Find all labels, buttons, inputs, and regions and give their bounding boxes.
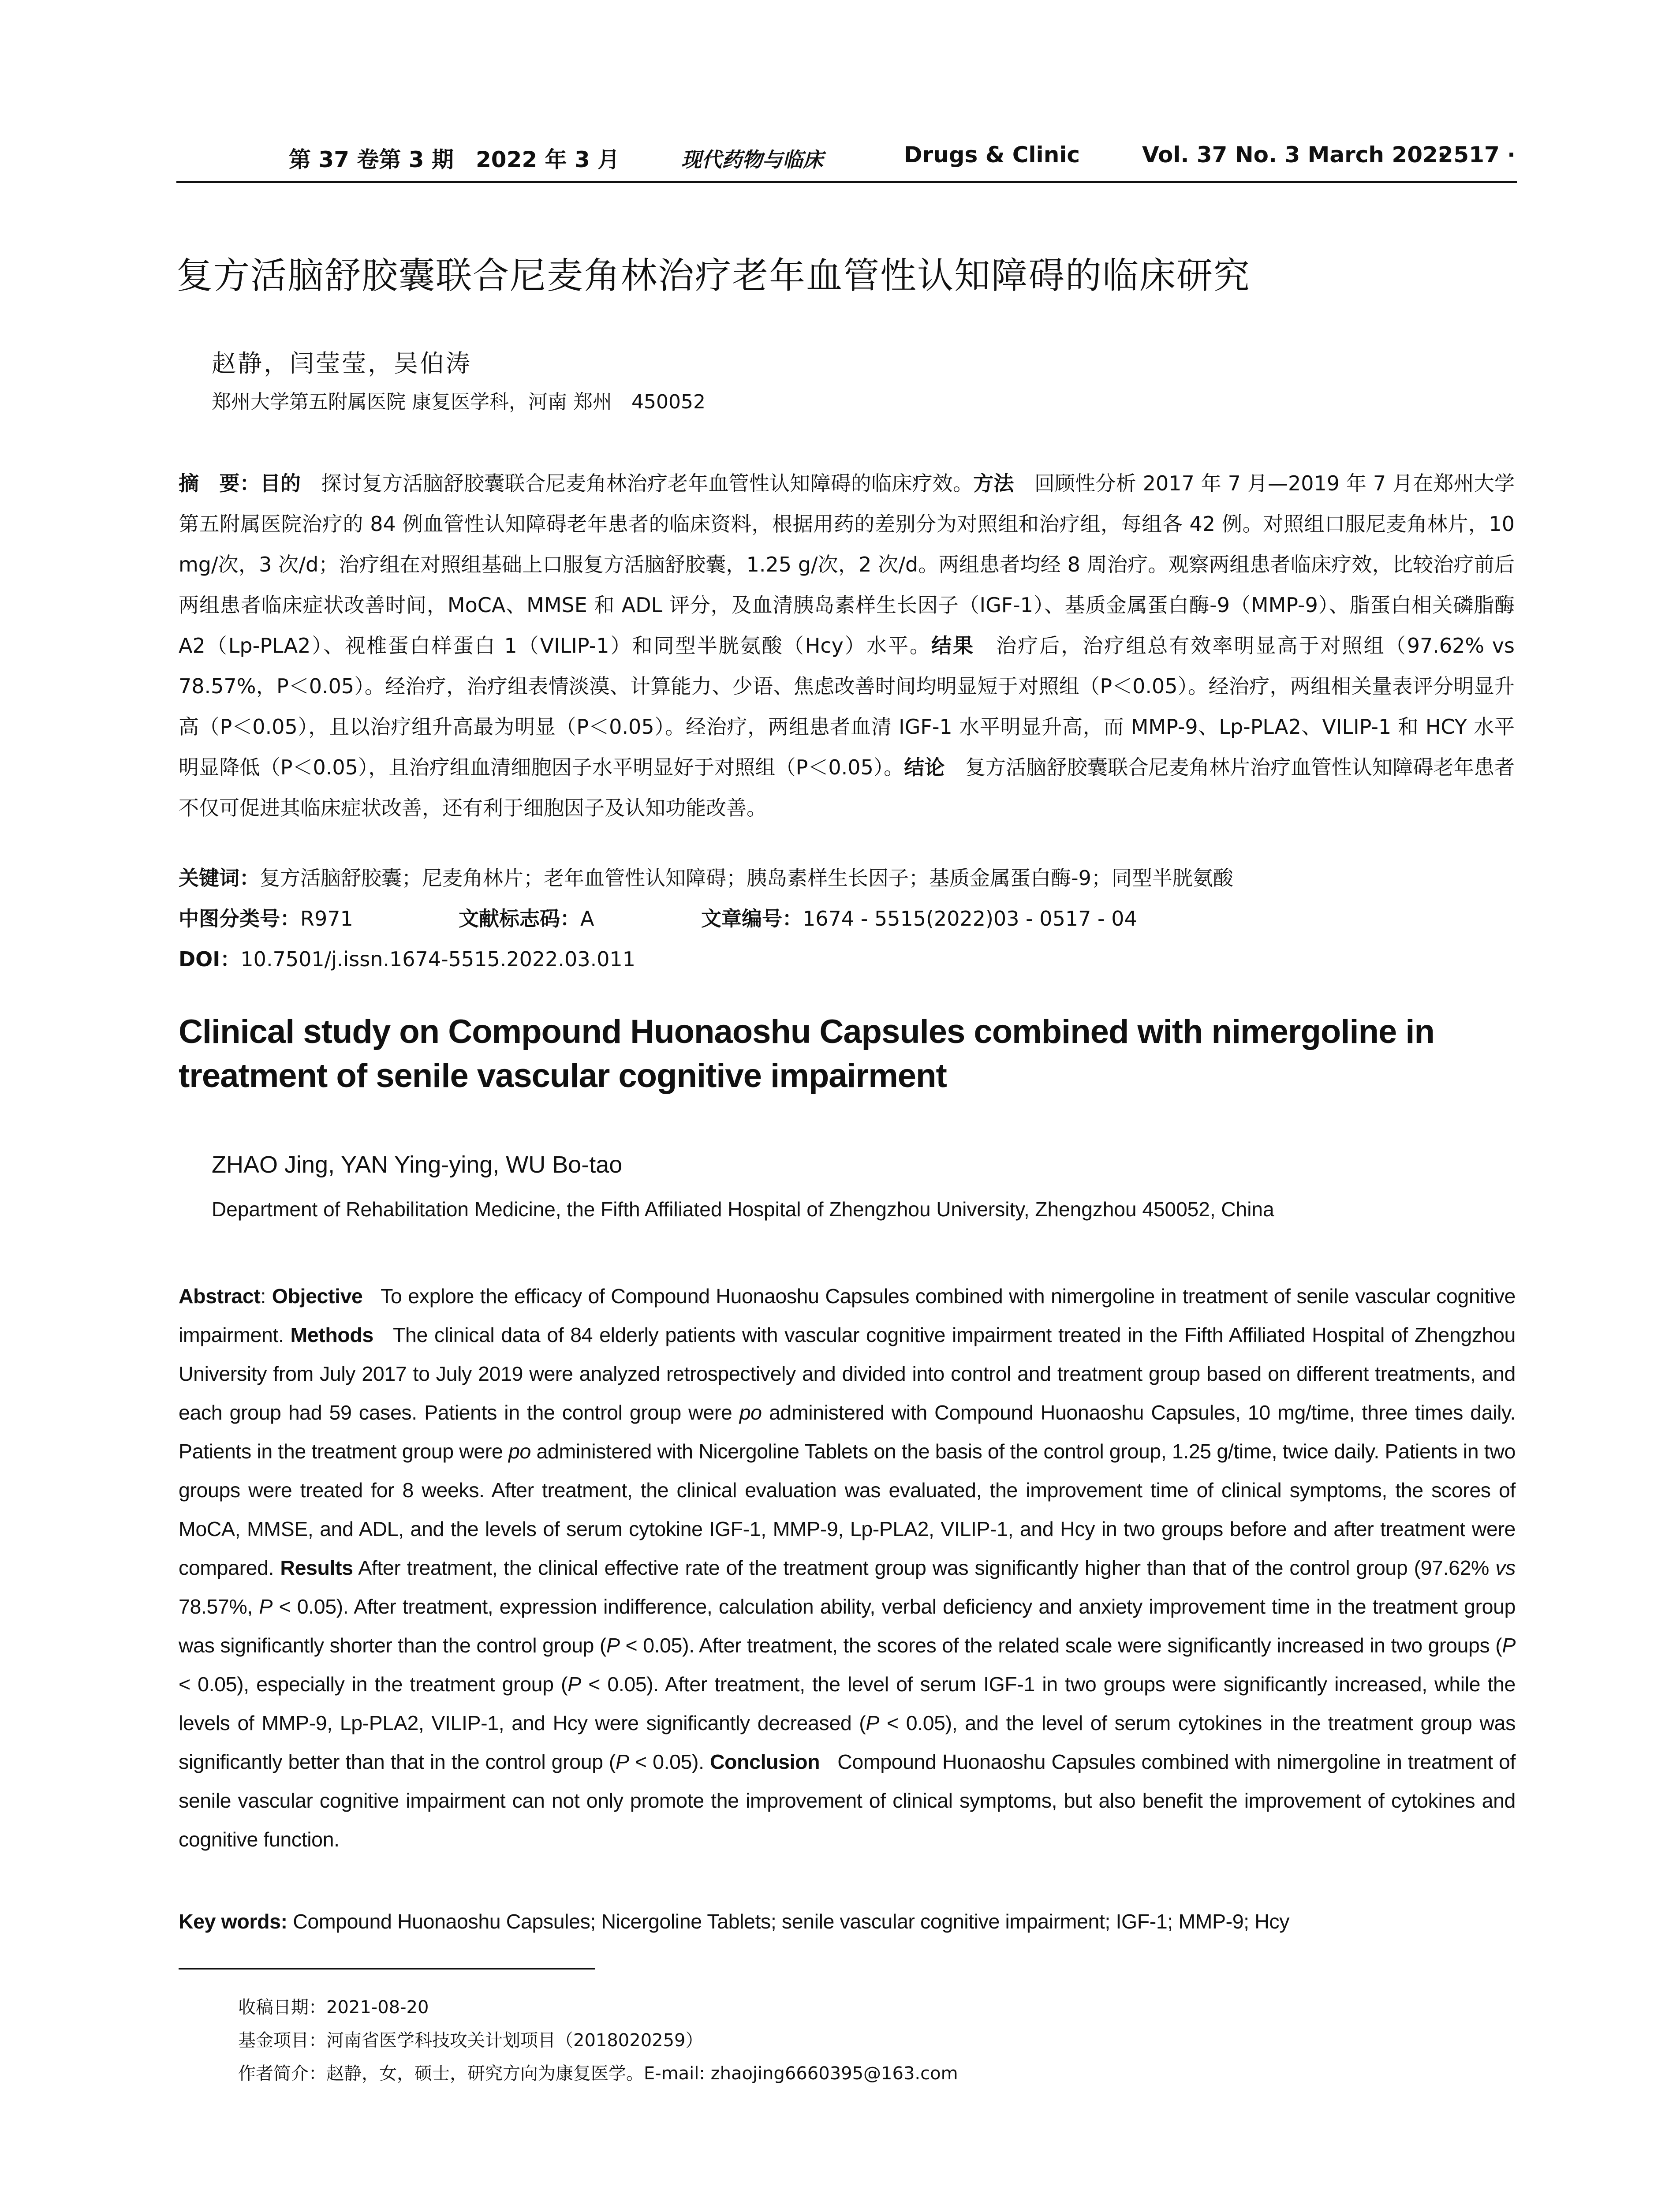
- clc-label: 中图分类号：: [179, 907, 300, 931]
- keywords-cn-text: 复方活脑舒胶囊；尼麦角林片；老年血管性认知障碍；胰岛素样生长因子；基质金属蛋白酶-9；同型半胱氨酸: [260, 866, 1233, 890]
- abstract-en: Abstract: Objective To explore the efficacy of Compound Huonaoshu Capsules combined with nimergoline in treatment of senile vascular cognitive impairment. Methods The clinical data of 84 elderly patients with vascular cognitive impairment treated in the Fifth Affiliated Hospital of Zhengzhou University from July 2017 to July 2019 were analyzed retrospectively and divided into control and treatment group based on different treatments, and each group had 59 cases. Patients in the control group were po administered with Compound Huonaoshu Capsules, 10 mg/time, three times daily. Patients in the treatment group were po administered with Nicergoline Tablets on the basis of the control group, 1.25 g/time, twice daily. Patients in two groups were treated for 8 weeks. After treatment, the clinical evaluation was evaluated, the improvement time of clinical symptoms, the scores of MoCA, MMSE, and ADL, and the levels of serum cytokine IGF-1, MMP-9, Lp-PLA2, VILIP-1, and Hcy in two groups before and after treatment were compared. Results After treatment, the clinical effective rate of the treatment group was significantly higher than that of the control group (97.62% vs 78.57%, P < 0.05). After treatment, expression indifference, calculation ability, verbal deficiency and anxiety improvement time in the treatment group was significantly shorter than the control group (P < 0.05). After treatment, the scores of the related scale were significantly increased in two groups (P < 0.05), especially in the treatment group (P < 0.05). After treatment, the level of serum IGF-1 in two groups were significantly increased, while the levels of MMP-9, Lp-PLA2, VILIP-1, and Hcy were significantly decreased (P < 0.05), and the level of serum cytokines in the treatment group was significantly better than that in the control group (P < 0.05). Conclusion Compound Huonaoshu Capsules combined with nimergoline in treatment of senile vascular cognitive impairment can not only promote the improvement of clinical symptoms, but also benefit the improvement of cytokines and cognitive function.: [179, 1285, 1516, 1851]
- abstract-en-po-1: po: [739, 1401, 762, 1424]
- running-header: [176, 132, 1517, 183]
- article-title-cn: 复方活脑舒胶囊联合尼麦角林治疗老年血管性认知障碍的临床研究: [176, 255, 1251, 297]
- keywords-en-text: Compound Huonaoshu Capsules; Nicergoline Tablets; senile vascular cognitive impairment; IGF-1; MMP-9; Hcy: [293, 1910, 1290, 1933]
- keywords-en-label: Key words:: [179, 1910, 287, 1933]
- abstract-en-p-3: P: [1502, 1634, 1516, 1657]
- abstract-en-objective: To explore the efficacy of Compound Huonaoshu Capsules combined with nimergoline in treatment of senile vascular cognitive impairment.: [179, 1285, 1516, 1346]
- footnote-fund: 基金项目：河南省医学科技攻关计划项目（2018020259）: [238, 2030, 703, 2051]
- keywords-en: [179, 1910, 1289, 1933]
- authors-en: ZHAO Jing, YAN Ying-ying, WU Bo-tao: [212, 1151, 623, 1178]
- doi-line: [179, 943, 635, 972]
- doi-value[interactable]: 10.7501/j.issn.1674-5515.2022.03.011: [240, 947, 636, 971]
- article-title-en: Clinical study on Compound Huonaoshu Capsules combined with nimergoline in treatment of senile vascular cognitive impairment: [179, 1013, 1434, 1095]
- clc-value: R971: [300, 907, 353, 931]
- abstract-cn-methods-label: 方法: [973, 471, 1014, 495]
- article-no-label: 文章编号：: [701, 907, 803, 931]
- document-code: [459, 903, 594, 932]
- abstract-en-p-2: P: [606, 1634, 620, 1657]
- abstract-en-objective-label: Objective: [272, 1285, 363, 1308]
- abstract-cn-methods: 回顾性分析 2017 年 7 月—2019 年 7 月在郑州大学第五附属医院治疗的 84 例血管性认知障碍老年患者的临床资料，根据用药的差别分为对照组和治疗组，每组各 42 例。对照组口服尼麦角林片，10 mg/次，3 次/d；治疗组在对照组基础上口服复方活脑舒胶囊，1.25 g/次，2 次/d。两组患者均经 8 周治疗。观察两组患者临床疗效，比较治疗前后两组患者临床症状改善时间，MoCA、MMSE 和 ADL 评分，及血清胰岛素样生长因子（IGF-1）、基质金属蛋白酶-9（MMP-9）、脂蛋白相关磷脂酶 A2（Lp-PLA2）、视椎蛋白样蛋白 1（VILIP-1）和同型半胱氨酸（Hcy）水平。: [179, 471, 1515, 658]
- journal-name-en: Drugs & Clinic: [904, 142, 1080, 168]
- article-no-value: 1674 - 5515(2022)03 - 0517 - 04: [803, 907, 1137, 931]
- abstract-en-results-2: 78.57%,: [179, 1595, 253, 1618]
- abstract-en-results-3: < 0.05). After treatment, expression indifference, calculation ability, verbal deficiency and anxiety improvement time in the treatment group was significantly shorter than the control group (: [179, 1595, 1516, 1657]
- classification-line: [179, 903, 353, 932]
- abstract-en-results-8: < 0.05).: [635, 1750, 704, 1773]
- doc-code-value: A: [580, 907, 594, 931]
- abstract-en-p-5: P: [866, 1712, 879, 1734]
- abstract-cn-objective-label: 目的: [260, 471, 301, 495]
- abstract-en-vs: vs: [1495, 1556, 1516, 1579]
- abstract-cn-objective: 探讨复方活脑舒胶囊联合尼麦角林治疗老年血管性认知障碍的临床疗效。: [321, 471, 974, 495]
- footnote-divider: [179, 1968, 595, 1970]
- article-number: [701, 903, 1137, 932]
- abstract-en-results-7: < 0.05), and the level of serum cytokines in the treatment group was significantly better than that in the control group (: [179, 1712, 1516, 1773]
- abstract-en-conclusion-label: Conclusion: [709, 1750, 820, 1773]
- abstract-en-methods-1: The clinical data of 84 elderly patients with vascular cognitive impairment treated in the Fifth Affiliated Hospital of Zhengzhou University from July 2017 to July 2019 were analyzed retrospectively and divided into control and treatment group based on different treatments, and each group had 59 cases. Patients in the control group were: [179, 1323, 1516, 1424]
- abstract-en-p-4: P: [567, 1673, 581, 1696]
- affiliation-cn: 郑州大学第五附属医院 康复医学科，河南 郑州 450052: [212, 391, 706, 413]
- keywords-cn-label: 关键词：: [179, 866, 260, 890]
- journal-name-cn: 现代药物与临床: [681, 148, 823, 172]
- abstract-cn-results: 治疗后，治疗组总有效率明显高于对照组（97.62% vs 78.57%，P＜0.05）。经治疗，治疗组表情淡漠、计算能力、少语、焦虑改善时间均明显短于对照组（P＜0.05）。经治疗，两组相关量表评分明显升高（P＜0.05），且以治疗组升高最为明显（P＜0.05）。经治疗，两组患者血清 IGF-1 水平明显升高，而 MMP-9、Lp-PLA2、VILIP-1 和 HCY 水平明显降低（P＜0.05），且治疗组血清细胞因子水平明显好于对照组（P＜0.05）。: [179, 634, 1515, 779]
- footnote-author: 作者简介：赵静，女，硕士，研究方向为康复医学。E-mail: zhaojing6660395@163.com: [238, 2063, 958, 2084]
- abstract-en-methods-2: administered with Compound Huonaoshu Capsules, 10 mg/time, three times daily. Patients in the treatment group were: [179, 1401, 1516, 1463]
- issue-en: Vol. 37 No. 3 March 2022: [1142, 142, 1453, 168]
- keywords-cn: [179, 862, 1233, 891]
- abstract-en-methods-label: Methods: [290, 1323, 373, 1346]
- abstract-cn-conclusion: 复方活脑舒胶囊联合尼麦角林片治疗血管性认知障碍老年患者不仅可促进其临床症状改善，还有利于细胞因子及认知功能改善。: [179, 755, 1515, 820]
- abstract-en-results-4: < 0.05). After treatment, the scores of the related scale were significantly increased in two groups (: [625, 1634, 1502, 1657]
- abstract-en-results-label: Results: [280, 1556, 353, 1579]
- abstract-cn-results-label: 结果: [931, 634, 975, 658]
- abstract-en-results-1: After treatment, the clinical effective rate of the treatment group was significantly higher than that of the control group (97.62%: [358, 1556, 1489, 1579]
- abstract-en-po-2: po: [508, 1440, 531, 1463]
- authors-cn: 赵静，闫莹莹，吴伯涛: [212, 349, 472, 377]
- affiliation-en: Department of Rehabilitation Medicine, the Fifth Affiliated Hospital of Zhengzhou University, Zhengzhou 450052, China: [212, 1198, 1274, 1221]
- abstract-cn: [179, 463, 1515, 828]
- page-number: · 517 ·: [1437, 142, 1516, 168]
- abstract-cn-label: 摘 要：: [179, 471, 260, 495]
- footnote-received: 收稿日期：2021-08-20: [238, 1997, 429, 2018]
- doi-label: DOI：: [179, 947, 241, 971]
- abstract-en-p-6: P: [616, 1750, 629, 1773]
- issue-cn: 第 37 卷第 3 期 2022 年 3 月: [289, 147, 620, 172]
- abstract-en-conclusion: Compound Huonaoshu Capsules combined with nimergoline in treatment of senile vascular cognitive impairment can not only promote the improvement of clinical symptoms, but also benefit the improvement of cytokines and cognitive function.: [179, 1750, 1516, 1851]
- abstract-en-results-6: < 0.05). After treatment, the level of serum IGF-1 in two groups were significantly increased, while the levels of MMP-9, Lp-PLA2, VILIP-1, and Hcy were significantly decreased (: [179, 1673, 1516, 1734]
- abstract-en-results-5: < 0.05), especially in the treatment group (: [179, 1673, 568, 1696]
- abstract-cn-conclusion-label: 结论: [904, 755, 945, 779]
- abstract-en-p-1: P: [259, 1595, 273, 1618]
- abstract-en-label: Abstract: [179, 1285, 261, 1308]
- doc-code-label: 文献标志码：: [459, 907, 580, 931]
- abstract-en-methods-3: administered with Nicergoline Tablets on the basis of the control group, 1.25 g/time, twice daily. Patients in two groups were treated for 8 weeks. After treatment, the clinical evaluation was evaluated, the improvement time of clinical symptoms, the scores of MoCA, MMSE, and ADL, and the levels of serum cytokine IGF-1, MMP-9, Lp-PLA2, VILIP-1, and Hcy in two groups before and after treatment were compared.: [179, 1440, 1516, 1579]
